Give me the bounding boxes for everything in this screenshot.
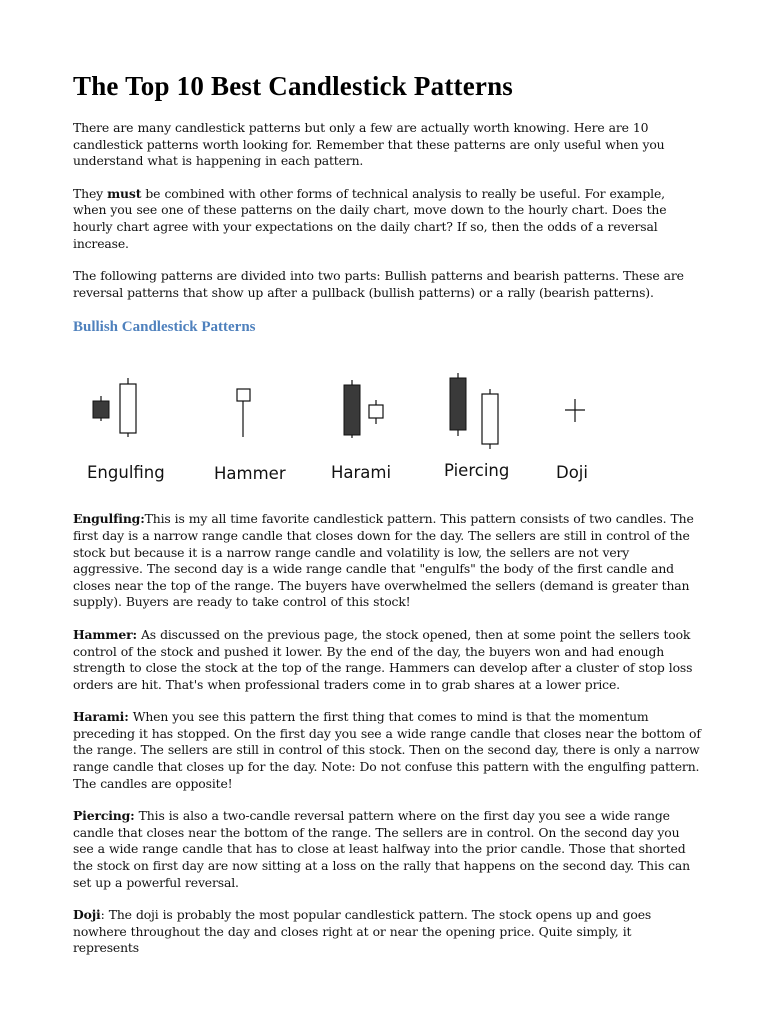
doji-illustration: [565, 399, 585, 422]
following-paragraph: The following patterns are divided into two parts: Bullish patterns and bearish patterns. These are reversal patterns that show up after a pullback (bullish patterns) or a rally (bearish patterns).: [73, 268, 684, 300]
combine-text-before: They: [73, 185, 108, 201]
piercing-illustration: [450, 373, 498, 449]
bullish-patterns-figure: [73, 365, 603, 487]
engulfing-candle-2-body: [120, 384, 136, 433]
hammer-description: As discussed on the previous page, the stock opened, then at some point the sellers took control of the stock and pushed it lower. By the end of the day, the buyers won and had enough strength to close the stock at the top of the range. Hammers can develop after a cluster of stop loss orders are hit. That's when professional traders come in to grab shares at a lower price.: [73, 626, 693, 692]
emphasis-must: must: [107, 185, 142, 201]
label-harami: Harami: [331, 463, 392, 483]
combine-paragraph: [73, 186, 701, 252]
engulfing-candle-1-body: [93, 401, 109, 418]
doji-paragraph: [73, 907, 701, 957]
piercing-paragraph: [73, 808, 701, 891]
engulfing-paragraph: [73, 511, 701, 611]
section-heading: Bullish Candlestick Patterns: [73, 319, 256, 336]
label-engulfing: Engulfing: [87, 463, 165, 483]
piercing-description: This is also a two-candle reversal pattern where on the first day you see a wide range candle that closes near the bottom of the range. The sellers are in control. On the second day you see a wide range candle that has to close at least halfway into the prior candle. Those that shorted the stock on first day are now sitting at a loss on the rally that happens on the second day. This can set up a powerful reversal.: [73, 808, 690, 890]
document-page: [73, 62, 701, 973]
harami-paragraph: [73, 709, 701, 792]
hammer-paragraph: [73, 627, 701, 693]
engulfing-term: Engulfing:: [73, 511, 145, 527]
harami-description: When you see this pattern the first thing that comes to mind is that the momentum preceding it has stopped. On the first day you see a wide range candle that closes near the bottom of the range. The sellers are still in control of this stock. Then on the second day, there is only a narrow range candle that closes up for the day. Note: Do not confuse this pattern with the engulfing pattern. The candles are opposite!: [73, 709, 701, 791]
label-doji: Doji: [556, 463, 588, 483]
hammer-illustration: [237, 389, 250, 437]
piercing-candle-2-body: [482, 394, 498, 444]
doji-description: : The doji is probably the most popular candlestick pattern. The stock opens up and goes nowhere throughout the day and closes right at or near the opening price. Quite simply, it represents: [73, 907, 652, 956]
harami-illustration: [344, 380, 383, 438]
hammer-term: Hammer:: [73, 626, 137, 642]
harami-candle-2-body: [369, 405, 383, 418]
doji-term: Doji: [73, 907, 101, 923]
label-piercing: Piercing: [444, 461, 510, 481]
engulfing-description: This is my all time favorite candlestick pattern. This pattern consists of two candles. The first day is a narrow range candle that closes down for the day. The sellers are still in control of the stock but because it is a narrow range candle and volatility is low, the sellers are not very aggressive. The second day is a wide range candle that "engulfs" the body of the first candle and closes near the top of the range. The buyers have overwhelmed the sellers (demand is greater than supply). Buyers are ready to take control of this stock!: [73, 511, 694, 610]
engulfing-illustration: [93, 378, 136, 437]
piercing-candle-1-body: [450, 378, 466, 430]
piercing-term: Piercing:: [73, 808, 135, 824]
harami-term: Harami:: [73, 709, 129, 725]
harami-candle-1-body: [344, 385, 360, 435]
label-hammer: Hammer: [214, 464, 286, 484]
hammer-body: [237, 389, 250, 401]
intro-paragraph: There are many candlestick patterns but only a few are actually worth knowing. Here are 10 candlestick patterns worth looking for. Remember that these patterns are only useful when you understand what is happening in each pattern.: [73, 120, 665, 169]
candlestick-illustration: [73, 365, 603, 463]
page-title: The Top 10 Best Candlestick Patterns: [73, 71, 513, 101]
combine-text-after: be combined with other forms of technical analysis to really be useful. For example, when you see one of these patterns on the daily chart, move down to the hourly chart. Does the hourly chart agree with your expectations on the daily chart? If so, then the odds of a reversal increase.: [73, 185, 667, 251]
